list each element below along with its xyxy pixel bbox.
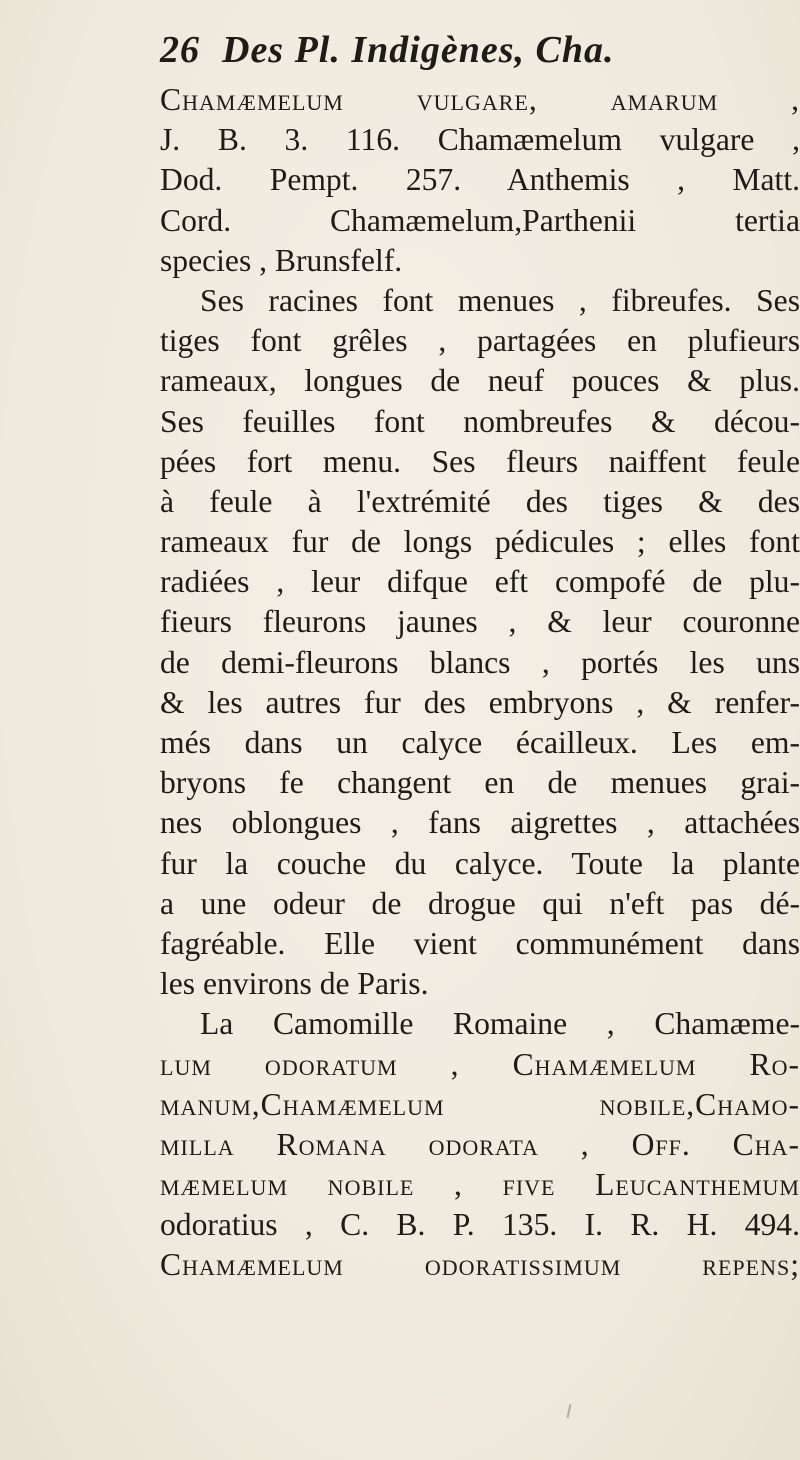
text-line: Ses feuilles font nombreufes & décou-	[160, 403, 800, 439]
text-line: tiges font grêles , partagées en plufieurs	[160, 323, 800, 359]
text-line: bryons fe changent en de menues grai-	[160, 765, 800, 801]
text-line: nes oblongues , fans aigrettes , attachées	[160, 805, 800, 841]
text-line: & les autres fur des embryons , & renfer-	[160, 684, 800, 720]
text-line: les environs de Paris.	[160, 966, 429, 1002]
text-line: rameaux fur de longs pédicules ; elles font	[160, 524, 800, 560]
text-line: rameaux, longues de neuf pouces & plus.	[160, 363, 800, 399]
text-line: de demi-fleurons blancs , portés les uns	[160, 644, 800, 680]
text-line: Dod. Pempt. 257. Anthemis , Matt.	[160, 162, 800, 198]
text-line: fieurs fleurons jaunes , & leur couronne	[160, 604, 800, 640]
text-line: mæmelum nobile , five Leucanthemum	[160, 1167, 800, 1203]
body-text	[160, 80, 800, 1286]
text-line: odoratius , C. B. P. 135. I. R. H. 494.	[160, 1207, 800, 1243]
text-line: milla Romana odorata , Off. Cha-	[160, 1126, 800, 1162]
text-line: més dans un calyce écailleux. Les em-	[160, 725, 800, 760]
page-header	[160, 28, 614, 72]
text-line: Cord. Chamæmelum,Parthenii tertia	[160, 202, 800, 238]
text-line: manum,Chamæmelum nobile,Chamo-	[160, 1086, 800, 1122]
text-line: lum odoratum , Chamæmelum Ro-	[160, 1046, 800, 1082]
text-line: à feule à l'extrémité des tiges & des	[160, 483, 800, 519]
text-line: a une odeur de drogue qui n'eft pas dé-	[160, 885, 800, 921]
text-line: Chamæmelum vulgare, amarum ,	[160, 82, 800, 117]
text-line: J. B. 3. 116. Chamæmelum vulgare ,	[160, 122, 800, 158]
ink-speck	[567, 1404, 572, 1418]
text-line: La Camomille Romaine , Chamæme-	[200, 1006, 800, 1042]
text-line: species , Brunsfelf.	[160, 242, 403, 278]
text-line: fagréable. Elle vient communément dans	[160, 925, 800, 961]
running-title: Des Pl. Indigènes, Cha.	[222, 29, 615, 71]
page-number: 26	[160, 29, 200, 71]
text-line: Chamæmelum odoratissimum repens;	[160, 1247, 800, 1283]
text-line: fur la couche du calyce. Toute la plante	[160, 845, 800, 881]
text-line: pées fort menu. Ses fleurs naiffent feule	[160, 443, 800, 479]
text-line: radiées , leur difque eft compofé de plu-	[160, 564, 800, 600]
text-line: Ses racines font menues , fibreufes. Ses	[200, 282, 800, 318]
